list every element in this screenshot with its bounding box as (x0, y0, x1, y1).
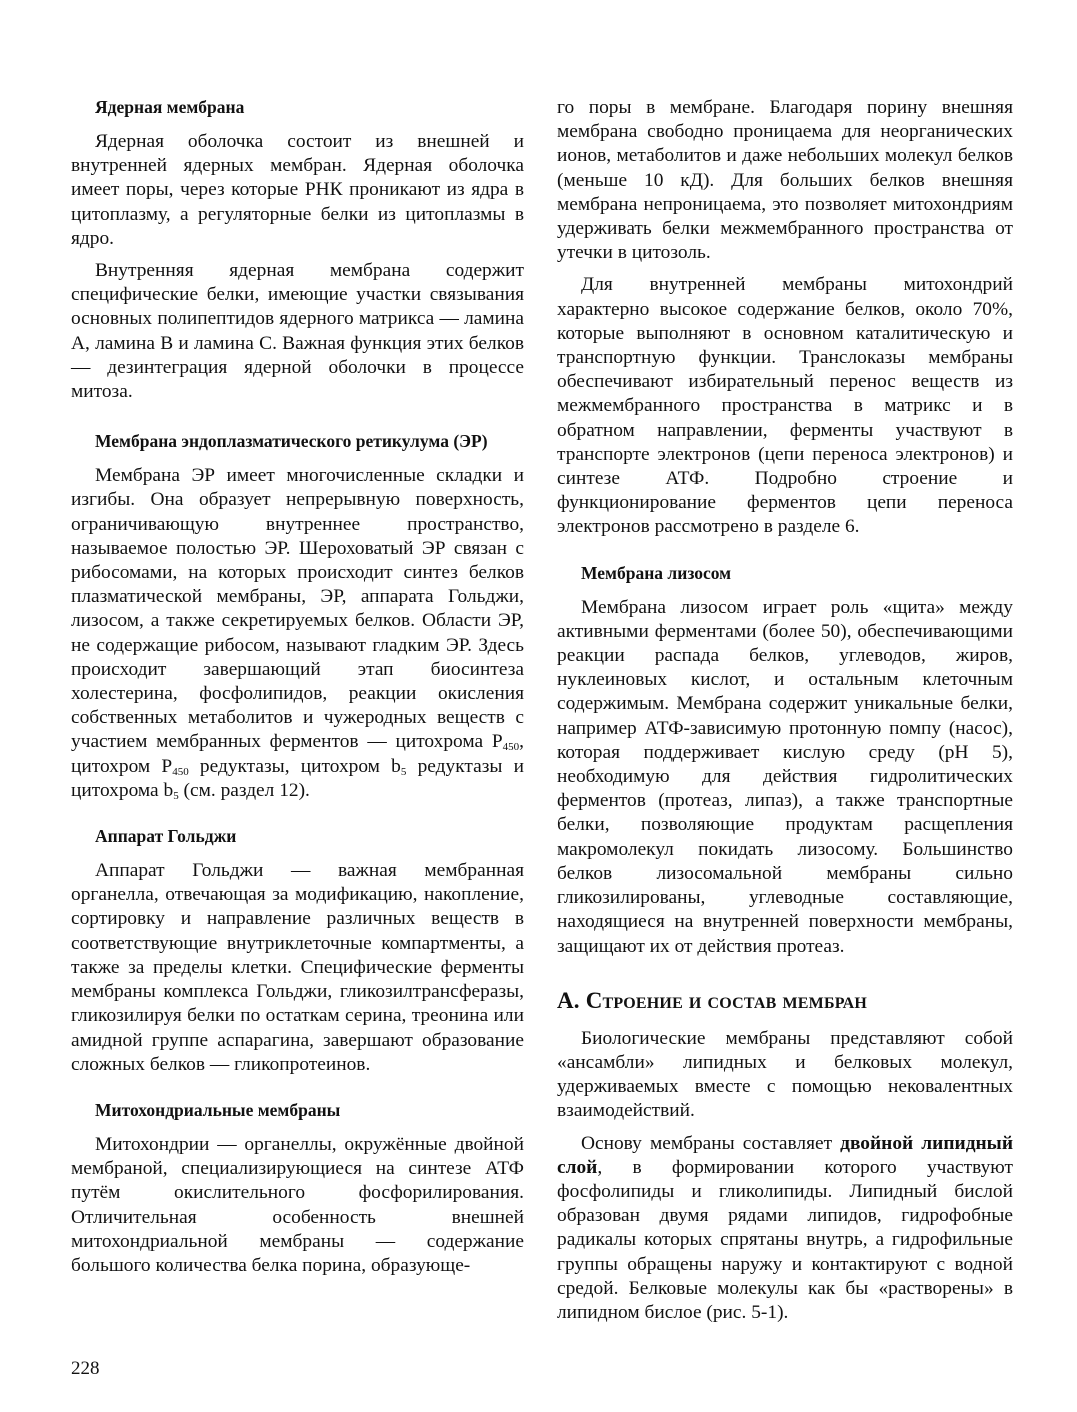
paragraph: Ядерная оболочка состоит из внешней и внутренней ядерных мембран. Ядерная оболочка имеет поры, через которые РНК проникают из ядра в цитоплазму, а регуляторные белки из цитоплазмы в ядро. (71, 131, 524, 249)
section-heading: А. Строение и состав мембран (557, 987, 868, 1013)
heading-nuclear-membrane: Ядерная мембрана (95, 97, 245, 117)
left-column (71, 96, 524, 1278)
paragraph: Мембрана лизосом играет роль «щита» между активными ферментами (более 50), обеспечивающими реакции распада белков, углеводов, жиров, нуклеиновых кислот, и остальным клеточным содержимым. Мембрана содержит уникальные белки, например АТФ-зависимую протонную помпу (насос), которая поддерживает кислую среду (рН 5), необходимую для действия гидролитических ферментов (протеаз, липаз), а также транспортные белки, позволяющие продуктам расщепления макромолекул покидать лизосому. Большинство белков лизосомальной мембраны сильно гликозилированы, углеводные составляющие, находящиеся на внутренней поверхности мембраны, защищают их от действия протеаз. (557, 596, 1013, 957)
subscript: 450 (502, 741, 520, 754)
heading-lysosome-membrane: Мембрана лизосом (581, 562, 732, 583)
heading-mitochondrial-membranes: Митохондриальные мембраны (95, 1099, 341, 1120)
subscript: 5 (400, 765, 407, 778)
paragraph: Митохондрии — органеллы, окружённые двойной мембраной, специализирующиеся на синтезе АТФ путём окислительного фосфорилирования. Отличительная особенность внешней митохондриальной мембраны — содержание большого количества белка порина, образующе- (71, 1133, 524, 1276)
bold-term: двойной липидный слой (557, 1132, 1013, 1178)
text-run: редуктазы, цитохром b (188, 755, 401, 777)
heading-golgi: Аппарат Гольджи (95, 826, 237, 847)
text-run: , цитохром Р (71, 731, 524, 777)
paragraph-continued: го поры в мембране. Благодаря порину внешняя мембрана свободно проницаема для неорганических ионов, метаболитов и даже небольших молекул белков (меньше 10 кД). Для больших белков внешняя мембрана непроницаема, это позволяет митохондриям удерживать белки межмембранного пространства от утечки в цитозоль. (557, 97, 1013, 264)
text-run: редуктазы и цитохрома b (71, 755, 524, 801)
paragraph-er (71, 464, 524, 803)
paragraph-basis (557, 1132, 1013, 1326)
text-run: (см. раздел 12). (178, 779, 310, 801)
text-run: Мембрана ЭР имеет многочисленные складки и изгибы. Она образует непрерывную поверхность, ограничивающую внутреннее пространство, называемое полостью ЭР. Шероховатый ЭР связан с рибосомами, на которых происходит синтез белков плазматической мембраны, ЭР, аппарата Гольджи, лизосом, а также секретируемых белков. Области ЭР, не содержащие рибосом, называют гладким ЭР. Здесь происходит завершающий этап биосинтеза холестерина, фосфолипидов, реакции окисления собственных метаболитов и чужеродных веществ с участием мембранных ферментов — цитохрома Р (71, 465, 524, 753)
text-run: , в формировании которого участвуют фосфолипиды и гликолипиды. Липидный бислой образован двумя рядами липидов, гидрофобные радикалы которых спрятаны внутрь, а гидрофильные группы обращены наружу и контактируют с водной средой. Белковые молекулы как бы «растворены» в липидном бислое (рис. 5-1). (557, 1156, 1013, 1323)
paragraph: Аппарат Гольджи — важная мембранная органелла, отвечающая за модификацию, накопление, сортировку и направление различных веществ в соответствующие внутриклеточные компартменты, а также за пределы клетки. Специфические ферменты мембраны комплекса Гольджи, гликозилтрансферазы, гликозилируя белки по остаткам серина, треонина или амидной группе аспарагина, завершают образование сложных белков — гликопротеинов. (71, 860, 524, 1075)
page-number: 228 (71, 1358, 100, 1379)
subscript: 450 (172, 765, 189, 778)
subscript: 5 (173, 789, 179, 802)
text-run: Основу мембраны составляет (581, 1132, 841, 1154)
paragraph: Для внутренней мембраны митохондрий характерно высокое содержание белков, около 70%, которые выполняют в основном каталитическую и транспортную функции. Транслоказы мембраны обеспечивают избирательный перенос веществ из межмембранного пространства в матрикс и в обратном направлении, ферменты участвуют в транспорте электронов (цепи переноса электронов) и синтезе АТФ. Подробно строение и функционирование ферментов цепи переноса электронов рассмотрено в разделе 6. (557, 274, 1013, 538)
right-column (557, 96, 1013, 1325)
heading-er-membrane: Мембрана эндоплазматического ретикулума (ЭР) (95, 431, 488, 452)
paragraph: Внутренняя ядерная мембрана содержит специфические белки, имеющие участки связывания основных полипептидов ядерного матрикса — ламина А, ламина В и ламина С. Важная функция этих белков — дезинтеграция ядерной оболочки в процессе митоза. (71, 260, 524, 403)
paragraph: Биологические мембраны представляют собой «ансамбли» липидных и белковых молекул, удерживаемых вместе с помощью нековалентных взаимодействий. (557, 1027, 1013, 1122)
